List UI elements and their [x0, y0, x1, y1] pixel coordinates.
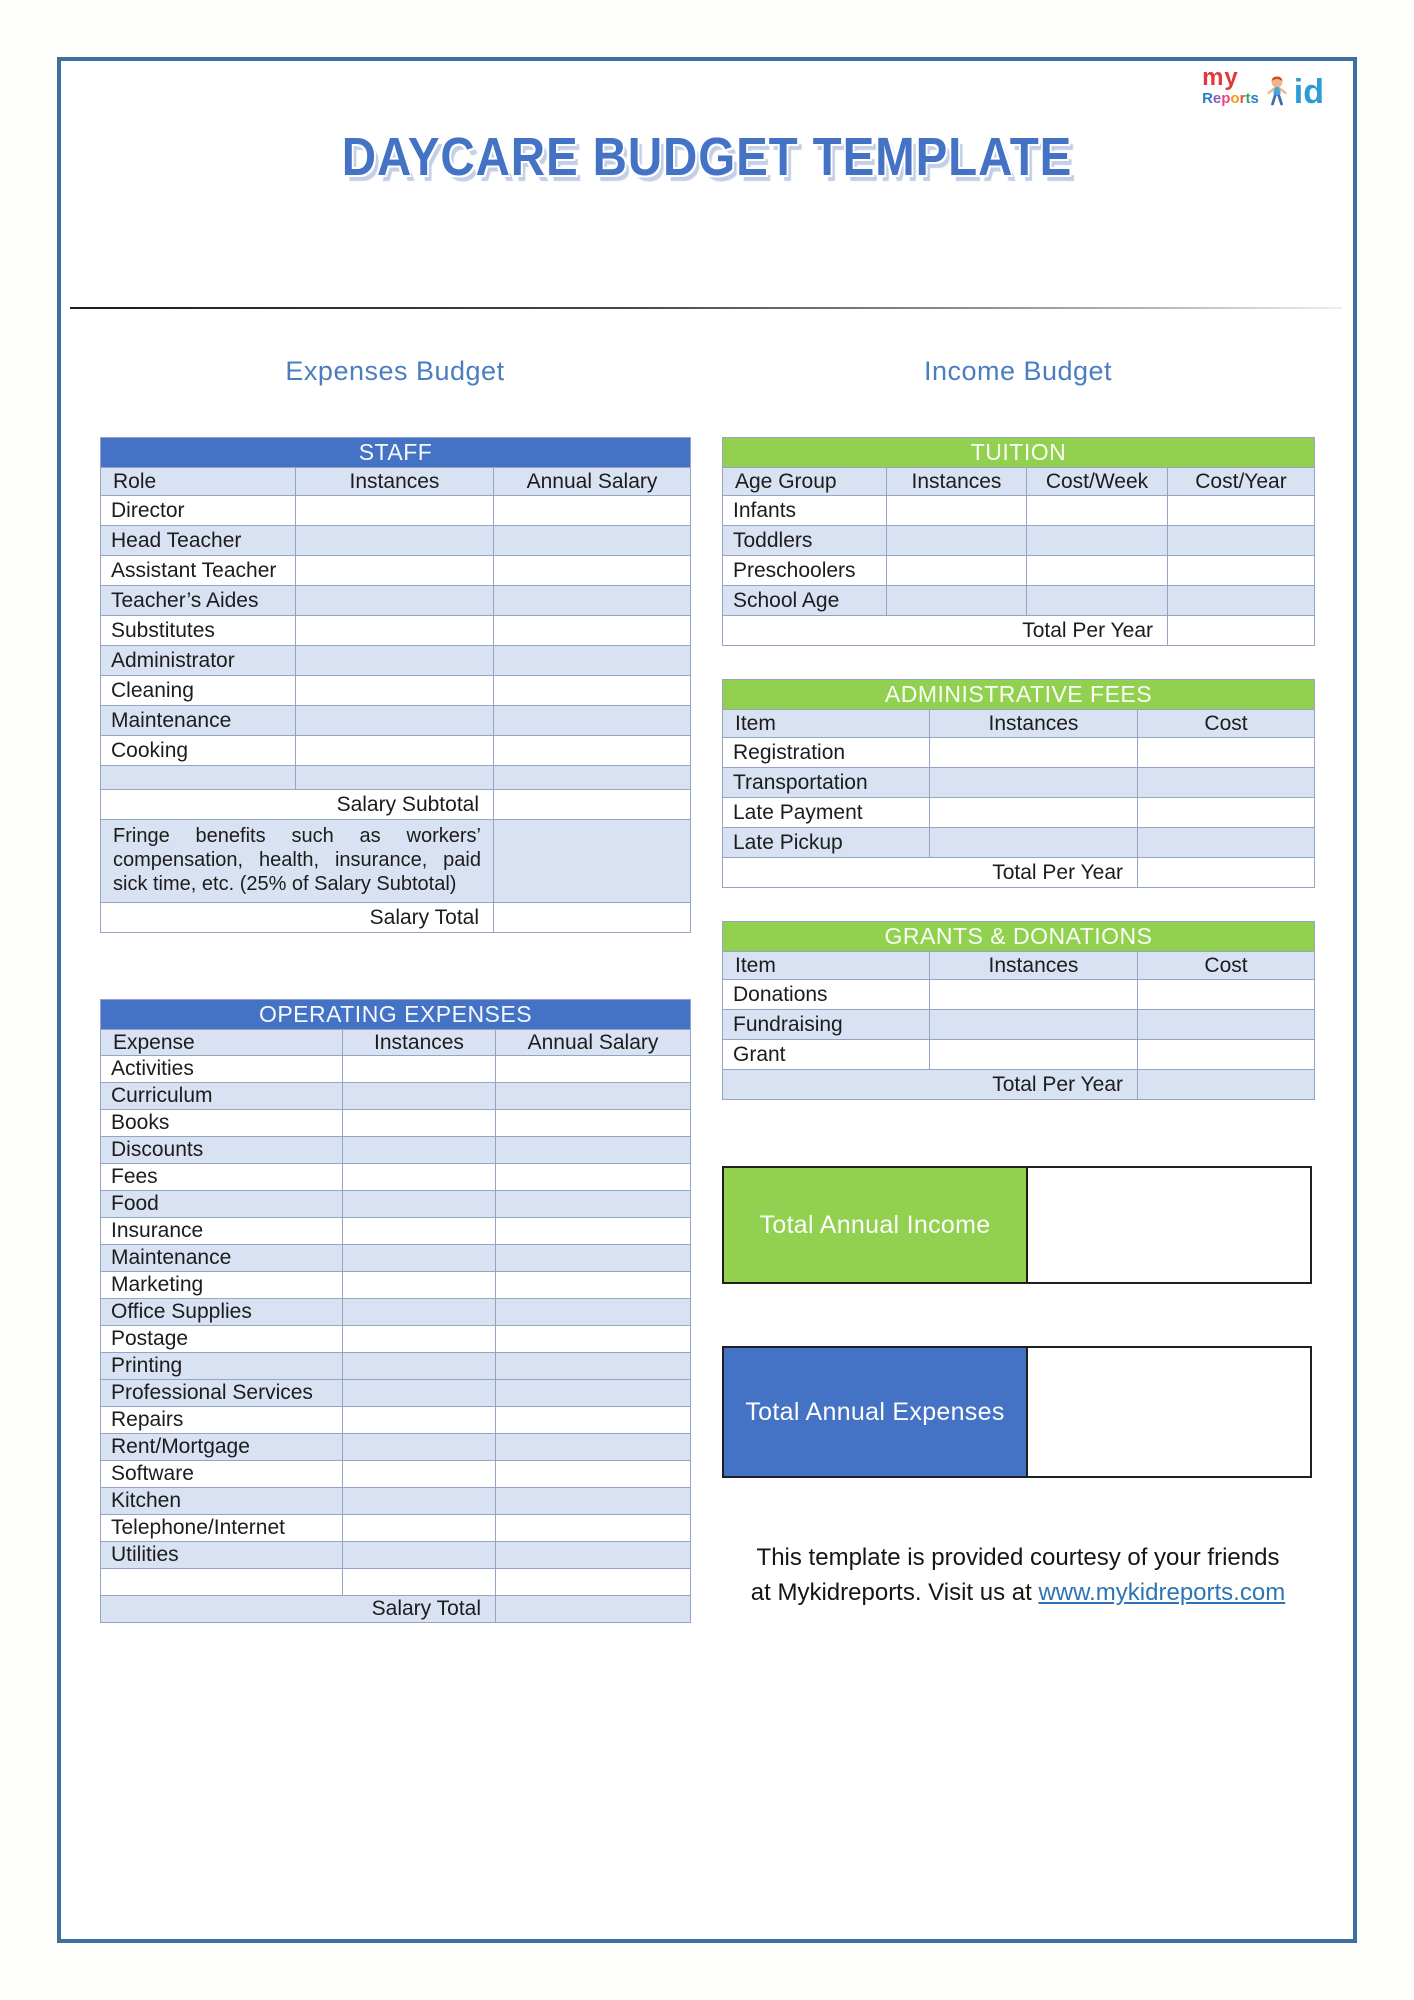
- operating-value-cell[interactable]: [496, 1272, 691, 1299]
- admin-row: [723, 828, 1315, 858]
- operating-value-cell[interactable]: [496, 1407, 691, 1434]
- fringe-value-cell[interactable]: [494, 820, 691, 903]
- page-title: DAYCARE BUDGET TEMPLATE: [341, 127, 1073, 187]
- staff-row: [101, 586, 691, 616]
- staff-row: [101, 736, 691, 766]
- grants-col-cost: Cost: [1138, 952, 1315, 980]
- operating-value-cell[interactable]: [496, 1056, 691, 1083]
- admin-row: [723, 798, 1315, 828]
- staff-row: [101, 616, 691, 646]
- operating-value-cell[interactable]: [496, 1191, 691, 1218]
- operating-value-cell[interactable]: [496, 1245, 691, 1272]
- tuition-col-cost-year: Cost/Year: [1168, 468, 1315, 496]
- staff-value-cell[interactable]: [494, 616, 691, 646]
- admin-value-cell[interactable]: [1138, 798, 1315, 828]
- grants-value-cell[interactable]: [930, 980, 1138, 1010]
- admin-value-cell[interactable]: [930, 828, 1138, 858]
- tuition-row: [723, 496, 1315, 526]
- admin-row: [723, 768, 1315, 798]
- operating-row: [101, 1353, 691, 1380]
- grants-total-value-cell[interactable]: [1138, 1070, 1315, 1100]
- admin-row-label: Transportation: [723, 768, 930, 798]
- staff-value-cell[interactable]: [296, 736, 494, 766]
- salary-total-value-cell[interactable]: [494, 903, 691, 933]
- tuition-value-cell[interactable]: [1027, 526, 1168, 556]
- grants-value-cell[interactable]: [1138, 1010, 1315, 1040]
- tuition-total-value-cell[interactable]: [1168, 616, 1315, 646]
- operating-value-cell[interactable]: [343, 1137, 496, 1164]
- tuition-col-instances: Instances: [887, 468, 1027, 496]
- operating-salary-total-label: Salary Total: [101, 1596, 496, 1623]
- operating-row: [101, 1461, 691, 1488]
- logo-reports-text: Reports: [1202, 90, 1259, 107]
- operating-salary-total-value-cell[interactable]: [496, 1596, 691, 1623]
- operating-row: [101, 1245, 691, 1272]
- staff-value-cell[interactable]: [494, 646, 691, 676]
- operating-row-label: Kitchen: [101, 1488, 343, 1515]
- grants-row: [723, 1040, 1315, 1070]
- mykidreports-logo: [1202, 64, 1324, 111]
- staff-row-label: Maintenance: [101, 706, 296, 736]
- operating-row-label: Food: [101, 1191, 343, 1218]
- operating-value-cell[interactable]: [343, 1461, 496, 1488]
- operating-row: [101, 1137, 691, 1164]
- staff-value-cell[interactable]: [494, 706, 691, 736]
- operating-row: [101, 1407, 691, 1434]
- operating-row-label: Telephone/Internet: [101, 1515, 343, 1542]
- operating-row-label: Rent/Mortgage: [101, 1434, 343, 1461]
- operating-value-cell[interactable]: [343, 1218, 496, 1245]
- admin-total-value-cell[interactable]: [1138, 858, 1315, 888]
- operating-value-cell[interactable]: [496, 1461, 691, 1488]
- operating-row-label: Discounts: [101, 1137, 343, 1164]
- divider-line: [70, 307, 1342, 309]
- admin-row-label: Late Pickup: [723, 828, 930, 858]
- operating-row: [101, 1218, 691, 1245]
- operating-row: [101, 1542, 691, 1569]
- tuition-row-label: School Age: [723, 586, 887, 616]
- operating-row-label: Professional Services: [101, 1380, 343, 1407]
- operating-value-cell[interactable]: [343, 1326, 496, 1353]
- operating-row-label: Curriculum: [101, 1083, 343, 1110]
- tuition-row: [723, 556, 1315, 586]
- grants-col-item: Item: [723, 952, 930, 980]
- staff-value-cell[interactable]: [494, 766, 691, 790]
- staff-value-cell[interactable]: [494, 556, 691, 586]
- grants-table-header: GRANTS & DONATIONS: [723, 922, 1315, 952]
- footer-note: [722, 1540, 1314, 1610]
- logo-my-text: my: [1202, 64, 1239, 91]
- operating-row: [101, 1191, 691, 1218]
- staff-value-cell[interactable]: [494, 526, 691, 556]
- operating-expenses-table: [100, 999, 691, 1623]
- salary-total-label: Salary Total: [101, 903, 494, 933]
- admin-total-label: Total Per Year: [723, 858, 1138, 888]
- operating-row-label: Insurance: [101, 1218, 343, 1245]
- operating-value-cell[interactable]: [496, 1218, 691, 1245]
- tuition-value-cell[interactable]: [887, 586, 1027, 616]
- tuition-value-cell[interactable]: [1168, 496, 1315, 526]
- operating-row: [101, 1110, 691, 1137]
- operating-value-cell[interactable]: [496, 1488, 691, 1515]
- operating-value-cell[interactable]: [343, 1434, 496, 1461]
- operating-col-instances: Instances: [343, 1030, 496, 1056]
- operating-col-expense: Expense: [101, 1030, 343, 1056]
- admin-value-cell[interactable]: [930, 738, 1138, 768]
- admin-col-cost: Cost: [1138, 710, 1315, 738]
- operating-row-label: Maintenance: [101, 1245, 343, 1272]
- tuition-value-cell[interactable]: [887, 526, 1027, 556]
- tuition-row: [723, 526, 1315, 556]
- operating-row-label: Fees: [101, 1164, 343, 1191]
- staff-row-label: Director: [101, 496, 296, 526]
- admin-value-cell[interactable]: [930, 768, 1138, 798]
- operating-value-cell[interactable]: [343, 1569, 496, 1596]
- tuition-value-cell[interactable]: [1168, 526, 1315, 556]
- admin-row-label: Late Payment: [723, 798, 930, 828]
- salary-subtotal-label: Salary Subtotal: [101, 790, 494, 820]
- staff-row: [101, 676, 691, 706]
- admin-value-cell[interactable]: [930, 798, 1138, 828]
- staff-row-label: Substitutes: [101, 616, 296, 646]
- tuition-row-label: Toddlers: [723, 526, 887, 556]
- operating-value-cell[interactable]: [496, 1164, 691, 1191]
- tuition-value-cell[interactable]: [887, 496, 1027, 526]
- income-column: [722, 352, 1314, 1610]
- admin-row-label: Registration: [723, 738, 930, 768]
- operating-row-label: Repairs: [101, 1407, 343, 1434]
- staff-table-header: STAFF: [101, 438, 691, 468]
- tuition-value-cell[interactable]: [1168, 586, 1315, 616]
- operating-value-cell[interactable]: [343, 1245, 496, 1272]
- total-annual-income-value-cell[interactable]: [1026, 1168, 1310, 1282]
- tuition-value-cell[interactable]: [1027, 586, 1168, 616]
- admin-value-cell[interactable]: [1138, 828, 1315, 858]
- grants-value-cell[interactable]: [930, 1010, 1138, 1040]
- staff-value-cell[interactable]: [296, 766, 494, 790]
- operating-row: [101, 1434, 691, 1461]
- logo-id-text: id: [1293, 72, 1324, 111]
- staff-value-cell[interactable]: [296, 526, 494, 556]
- total-annual-expenses-box: [722, 1346, 1312, 1478]
- operating-value-cell[interactable]: [343, 1488, 496, 1515]
- operating-row: [101, 1083, 691, 1110]
- tuition-value-cell[interactable]: [1027, 556, 1168, 586]
- grants-value-cell[interactable]: [1138, 1040, 1315, 1070]
- tuition-row-label: Infants: [723, 496, 887, 526]
- operating-row-label: Office Supplies: [101, 1299, 343, 1326]
- staff-row: [101, 556, 691, 586]
- staff-row-label: Administrator: [101, 646, 296, 676]
- tuition-col-age-group: Age Group: [723, 468, 887, 496]
- staff-value-cell[interactable]: [296, 556, 494, 586]
- staff-row: [101, 646, 691, 676]
- staff-row-label: Cleaning: [101, 676, 296, 706]
- operating-value-cell[interactable]: [343, 1056, 496, 1083]
- footer-line1: This template is provided courtesy of your friends: [756, 1544, 1280, 1571]
- operating-value-cell[interactable]: [496, 1353, 691, 1380]
- operating-value-cell[interactable]: [496, 1569, 691, 1596]
- staff-value-cell[interactable]: [296, 496, 494, 526]
- operating-value-cell[interactable]: [343, 1515, 496, 1542]
- grants-row-label: Donations: [723, 980, 930, 1010]
- operating-row-label: Activities: [101, 1056, 343, 1083]
- admin-table-header: ADMINISTRATIVE FEES: [723, 680, 1315, 710]
- operating-value-cell[interactable]: [343, 1353, 496, 1380]
- operating-value-cell[interactable]: [343, 1083, 496, 1110]
- tuition-table-header: TUITION: [723, 438, 1315, 468]
- admin-value-cell[interactable]: [1138, 738, 1315, 768]
- grants-col-instances: Instances: [930, 952, 1138, 980]
- operating-value-cell[interactable]: [343, 1542, 496, 1569]
- staff-row-label: Teacher’s Aides: [101, 586, 296, 616]
- operating-row-label: Marketing: [101, 1272, 343, 1299]
- operating-value-cell[interactable]: [343, 1272, 496, 1299]
- operating-value-cell[interactable]: [496, 1083, 691, 1110]
- grants-row: [723, 1010, 1315, 1040]
- total-annual-expenses-label: Total Annual Expenses: [724, 1348, 1026, 1476]
- staff-row-label: Head Teacher: [101, 526, 296, 556]
- operating-value-cell[interactable]: [496, 1434, 691, 1461]
- operating-row: [101, 1380, 691, 1407]
- tuition-value-cell[interactable]: [1168, 556, 1315, 586]
- operating-table-header: OPERATING EXPENSES: [101, 1000, 691, 1030]
- grants-total-label: Total Per Year: [723, 1070, 1138, 1100]
- staff-value-cell[interactable]: [494, 586, 691, 616]
- operating-value-cell[interactable]: [343, 1110, 496, 1137]
- income-heading: Income Budget: [923, 356, 1113, 386]
- total-annual-expenses-value-cell[interactable]: [1026, 1348, 1310, 1476]
- grants-row-label: Fundraising: [723, 1010, 930, 1040]
- operating-value-cell[interactable]: [496, 1110, 691, 1137]
- operating-row-label: Printing: [101, 1353, 343, 1380]
- operating-row-label: Utilities: [101, 1542, 343, 1569]
- staff-row-label: Cooking: [101, 736, 296, 766]
- staff-value-cell[interactable]: [296, 646, 494, 676]
- operating-row: [101, 1326, 691, 1353]
- operating-value-cell[interactable]: [496, 1137, 691, 1164]
- admin-col-instances: Instances: [930, 710, 1138, 738]
- grants-value-cell[interactable]: [930, 1040, 1138, 1070]
- staff-empty-row: [101, 766, 691, 790]
- expenses-heading: Expenses Budget: [285, 356, 505, 386]
- admin-row: [723, 738, 1315, 768]
- operating-value-cell[interactable]: [343, 1299, 496, 1326]
- tuition-table: [722, 437, 1315, 646]
- operating-value-cell[interactable]: [343, 1191, 496, 1218]
- total-annual-income-box: [722, 1166, 1312, 1284]
- staff-row: [101, 526, 691, 556]
- tuition-col-cost-week: Cost/Week: [1027, 468, 1168, 496]
- operating-value-cell[interactable]: [496, 1326, 691, 1353]
- grants-row-label: Grant: [723, 1040, 930, 1070]
- operating-value-cell[interactable]: [343, 1407, 496, 1434]
- admin-value-cell[interactable]: [1138, 768, 1315, 798]
- operating-value-cell[interactable]: [343, 1380, 496, 1407]
- tuition-value-cell[interactable]: [1027, 496, 1168, 526]
- operating-row: [101, 1272, 691, 1299]
- operating-value-cell[interactable]: [496, 1299, 691, 1326]
- administrative-fees-table: [722, 679, 1315, 888]
- grants-row: [723, 980, 1315, 1010]
- operating-row-label: Software: [101, 1461, 343, 1488]
- staff-value-cell[interactable]: [296, 676, 494, 706]
- staff-value-cell[interactable]: [494, 496, 691, 526]
- tuition-row-label: Preschoolers: [723, 556, 887, 586]
- expenses-column: [100, 352, 690, 1623]
- operating-value-cell[interactable]: [343, 1164, 496, 1191]
- staff-row: [101, 706, 691, 736]
- staff-col-role: Role: [101, 468, 296, 496]
- kid-icon: [1265, 75, 1289, 107]
- operating-row-label: Postage: [101, 1326, 343, 1353]
- staff-col-annual-salary: Annual Salary: [494, 468, 691, 496]
- staff-value-cell[interactable]: [296, 706, 494, 736]
- operating-row: [101, 1515, 691, 1542]
- operating-row: [101, 1056, 691, 1083]
- operating-value-cell[interactable]: [496, 1542, 691, 1569]
- staff-value-cell[interactable]: [296, 586, 494, 616]
- operating-value-cell[interactable]: [496, 1515, 691, 1542]
- salary-subtotal-value-cell[interactable]: [494, 790, 691, 820]
- operating-row: [101, 1488, 691, 1515]
- footer-line2: at Mykidreports. Visit us at: [750, 1579, 1039, 1606]
- operating-value-cell[interactable]: [496, 1380, 691, 1407]
- staff-table: [100, 437, 691, 933]
- tuition-value-cell[interactable]: [887, 556, 1027, 586]
- total-annual-income-label: Total Annual Income: [724, 1168, 1026, 1282]
- staff-value-cell[interactable]: [296, 616, 494, 646]
- tuition-total-label: Total Per Year: [723, 616, 1168, 646]
- mykidreports-link[interactable]: www.mykidreports.com: [1038, 1579, 1286, 1606]
- tuition-row: [723, 586, 1315, 616]
- fringe-benefits-note: Fringe benefits such as workers’ compensation, health, insurance, paid sick time, etc. (25% of Salary Subtotal): [101, 820, 494, 903]
- operating-col-annual-salary: Annual Salary: [496, 1030, 691, 1056]
- operating-row: [101, 1299, 691, 1326]
- operating-row-label: Books: [101, 1110, 343, 1137]
- staff-row: [101, 496, 691, 526]
- staff-value-cell[interactable]: [494, 676, 691, 706]
- admin-col-item: Item: [723, 710, 930, 738]
- staff-value-cell[interactable]: [494, 736, 691, 766]
- operating-row: [101, 1164, 691, 1191]
- staff-row-label: Assistant Teacher: [101, 556, 296, 586]
- grants-donations-table: [722, 921, 1315, 1100]
- grants-value-cell[interactable]: [1138, 980, 1315, 1010]
- staff-col-instances: Instances: [296, 468, 494, 496]
- operating-empty-row: [101, 1569, 691, 1596]
